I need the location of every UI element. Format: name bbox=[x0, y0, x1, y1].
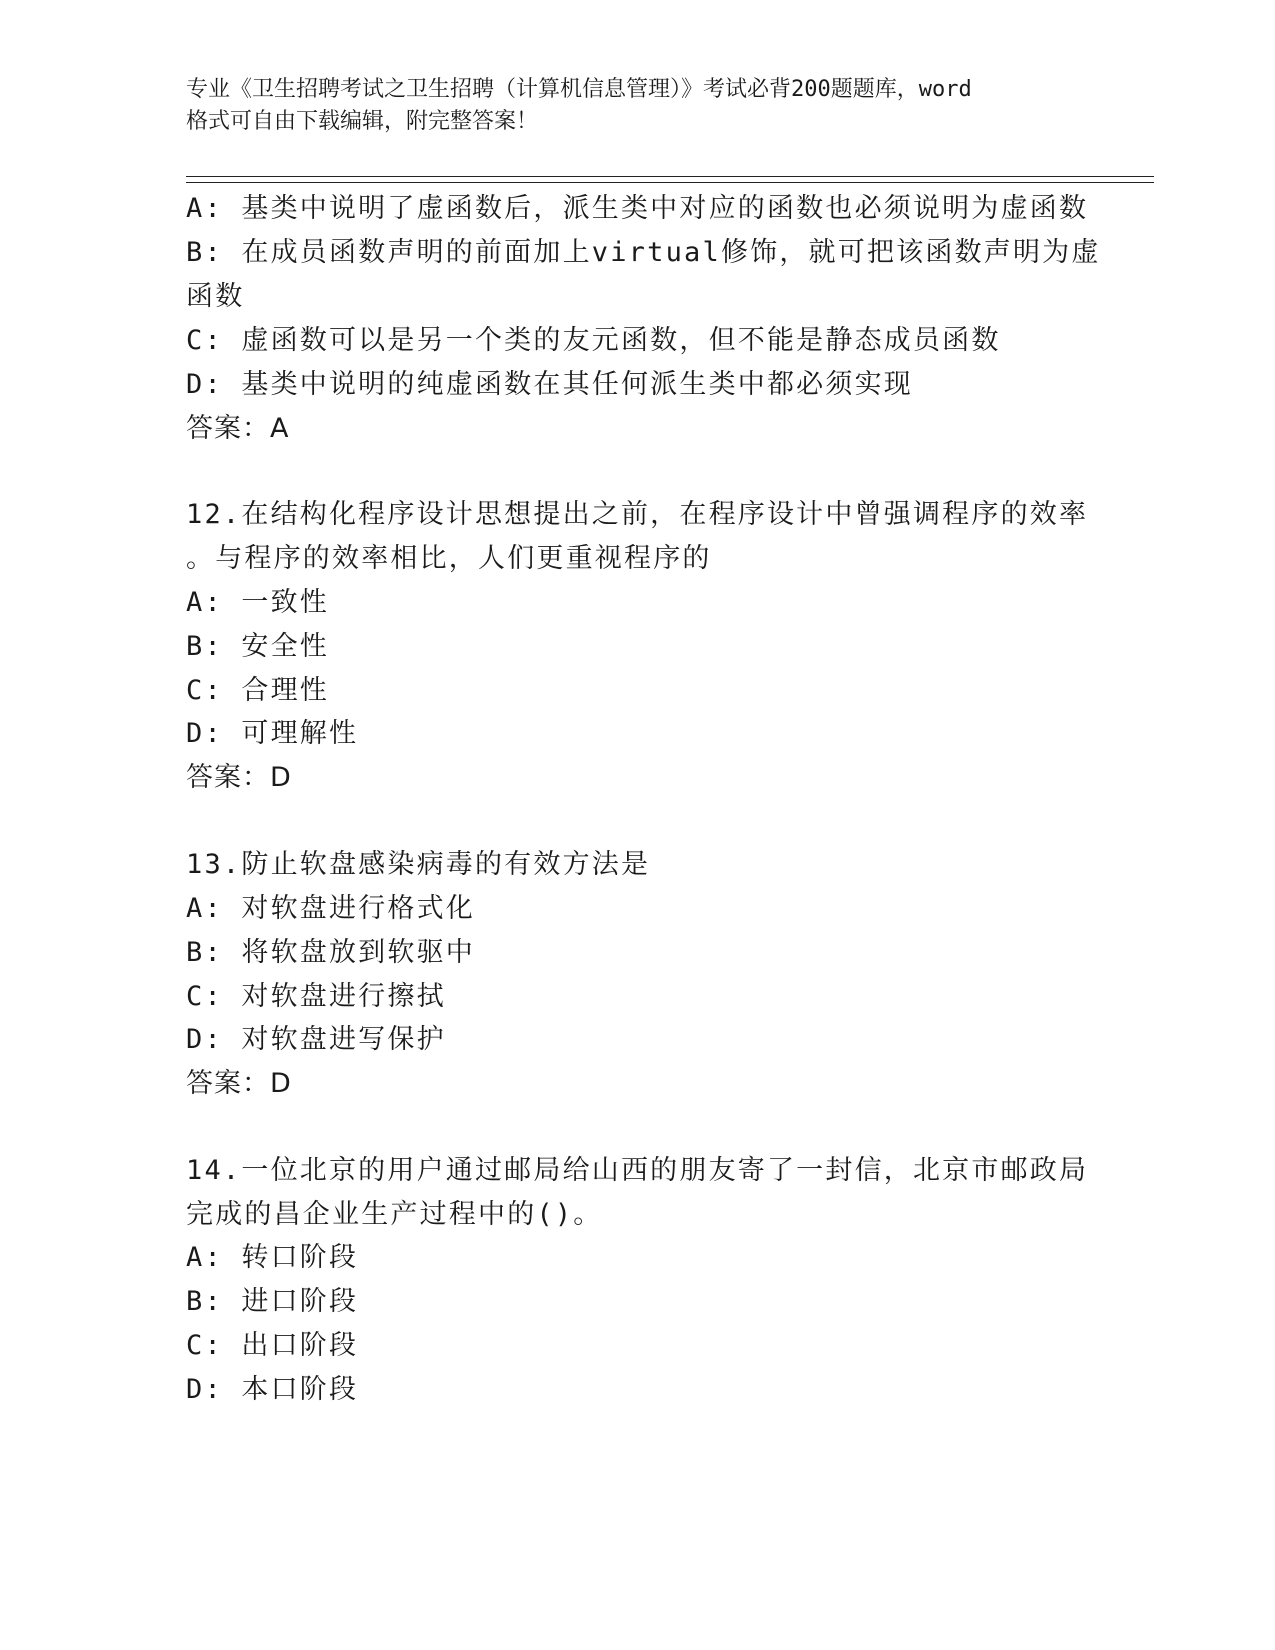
q13-option-d: D: 对软盘进写保护 bbox=[186, 1024, 446, 1055]
q12-option-d: D: 可理解性 bbox=[186, 718, 359, 749]
q14-option-a: A: 转口阶段 bbox=[186, 1242, 359, 1273]
document-header bbox=[186, 74, 1086, 138]
q12-answer: 答案：D bbox=[186, 762, 292, 793]
q12-stem-line-1: 12.在结构化程序设计思想提出之前，在程序设计中曾强调程序的效率 bbox=[186, 499, 1089, 530]
q11-option-c: C: 虚函数可以是另一个类的友元函数，但不能是静态成员函数 bbox=[186, 325, 1001, 356]
q11-option-a: A: 基类中说明了虚函数后，派生类中对应的函数也必须说明为虚函数 bbox=[186, 193, 1089, 224]
q14-option-b: B: 进口阶段 bbox=[186, 1286, 359, 1317]
q14-stem-line-2: 完成的昌企业生产过程中的()。 bbox=[186, 1199, 603, 1230]
q13-option-b: B: 将软盘放到软驱中 bbox=[186, 937, 475, 968]
q13-option-c: C: 对软盘进行擦拭 bbox=[186, 981, 446, 1012]
header-rule-bottom bbox=[186, 182, 1154, 183]
q12-stem-line-2: 。与程序的效率相比，人们更重视程序的 bbox=[186, 543, 712, 574]
q13-option-a: A: 对软盘进行格式化 bbox=[186, 893, 475, 924]
q11-option-d: D: 基类中说明的纯虚函数在其任何派生类中都必须实现 bbox=[186, 369, 913, 400]
q12-option-c: C: 合理性 bbox=[186, 675, 329, 706]
header-title-line-2: 格式可自由下载编辑，附完整答案！ bbox=[186, 109, 539, 134]
q13-answer: 答案：D bbox=[186, 1068, 292, 1099]
q11-option-b-line-2: 函数 bbox=[186, 281, 245, 312]
q12-option-a: A: 一致性 bbox=[186, 587, 329, 618]
q14-option-c: C: 出口阶段 bbox=[186, 1330, 359, 1361]
header-title-line-1: 专业《卫生招聘考试之卫生招聘（计算机信息管理）》考试必背200题题库，word bbox=[186, 77, 972, 102]
q11-answer: 答案：A bbox=[186, 413, 290, 444]
q14-option-d: D: 本口阶段 bbox=[186, 1374, 359, 1405]
q13-stem-line-1: 13.防止软盘感染病毒的有效方法是 bbox=[186, 849, 651, 880]
q12-option-b: B: 安全性 bbox=[186, 631, 329, 662]
q14-stem-line-1: 14.一位北京的用户通过邮局给山西的朋友寄了一封信，北京市邮政局 bbox=[186, 1155, 1089, 1186]
header-rule-top bbox=[186, 176, 1154, 177]
q11-option-b-line-1: B: 在成员函数声明的前面加上virtual修饰，就可把该函数声明为虚 bbox=[186, 237, 1101, 268]
